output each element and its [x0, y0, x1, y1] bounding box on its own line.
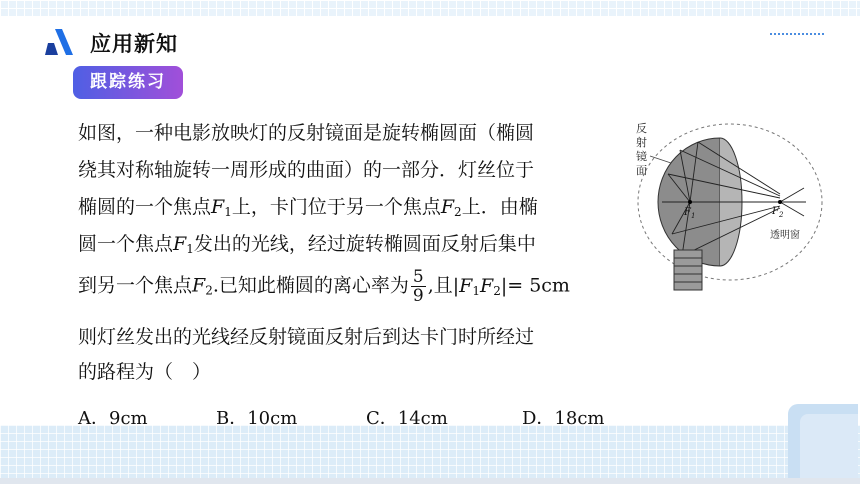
section-badge: 跟踪练习 — [73, 66, 183, 99]
mirror-label-char-2: 射 — [636, 136, 647, 149]
mirror-label-char-4: 面 — [636, 164, 647, 177]
problem-line-1: 如图，一种电影放映灯的反射镜面是旋转椭圆面（椭圆 — [78, 122, 535, 144]
corner-decoration-inner — [800, 414, 858, 478]
lamp-base — [674, 250, 702, 290]
option-a[interactable]: A．9cm — [78, 408, 148, 429]
problem-line-2: 绕其对称轴旋转一周形成的曲面）的一部分．灯丝位于 — [78, 159, 535, 181]
eccentricity-fraction: $\frac{5}{9}$ — [412, 267, 424, 306]
mirror-label-char-1: 反 — [636, 122, 647, 135]
option-b[interactable]: B．10cm — [216, 408, 298, 429]
f2-subscript: 2 — [779, 211, 784, 219]
bottom-decorative-band — [0, 425, 860, 484]
f1-label: F — [684, 207, 691, 218]
focus-f2-point — [778, 200, 782, 204]
abs-f1f2: $|F_1F_2|$ — [452, 274, 508, 298]
option-d[interactable]: D．18cm — [522, 408, 605, 429]
reflector-lamp-diagram — [632, 116, 842, 296]
problem-line-7: 的路程为（ ） — [78, 361, 212, 383]
logo-icon — [45, 29, 73, 55]
dotted-line-decoration — [770, 33, 824, 35]
top-decorative-band — [0, 0, 860, 16]
problem-line-3: 椭圆的一个焦点$F_1$上，卡门位于另一个焦点$F_2$上．由椭 — [78, 196, 538, 219]
problem-line-4: 圆一个焦点$F_1$发出的光线，经过旋转椭圆面反射后集中 — [78, 233, 536, 256]
f2-label: F — [772, 206, 779, 217]
bottom-border — [0, 478, 860, 484]
window-label: 透明窗 — [770, 230, 800, 241]
problem-line-5: 到另一个焦点$F_2$.已知此椭圆的离心率为 $\frac{5}{9}$ ,且$|F_1F_2|= 5cm$ — [78, 267, 570, 306]
mirror-label-char-3: 镜 — [636, 150, 647, 163]
option-c[interactable]: C．14cm — [366, 408, 448, 429]
page-title: 应用新知 — [90, 32, 178, 56]
f1-subscript: 1 — [691, 212, 696, 220]
focus-f1-point — [688, 200, 692, 204]
problem-line-6: 则灯丝发出的光线经反射镜面反射后到达卡门时所经过 — [78, 326, 535, 348]
